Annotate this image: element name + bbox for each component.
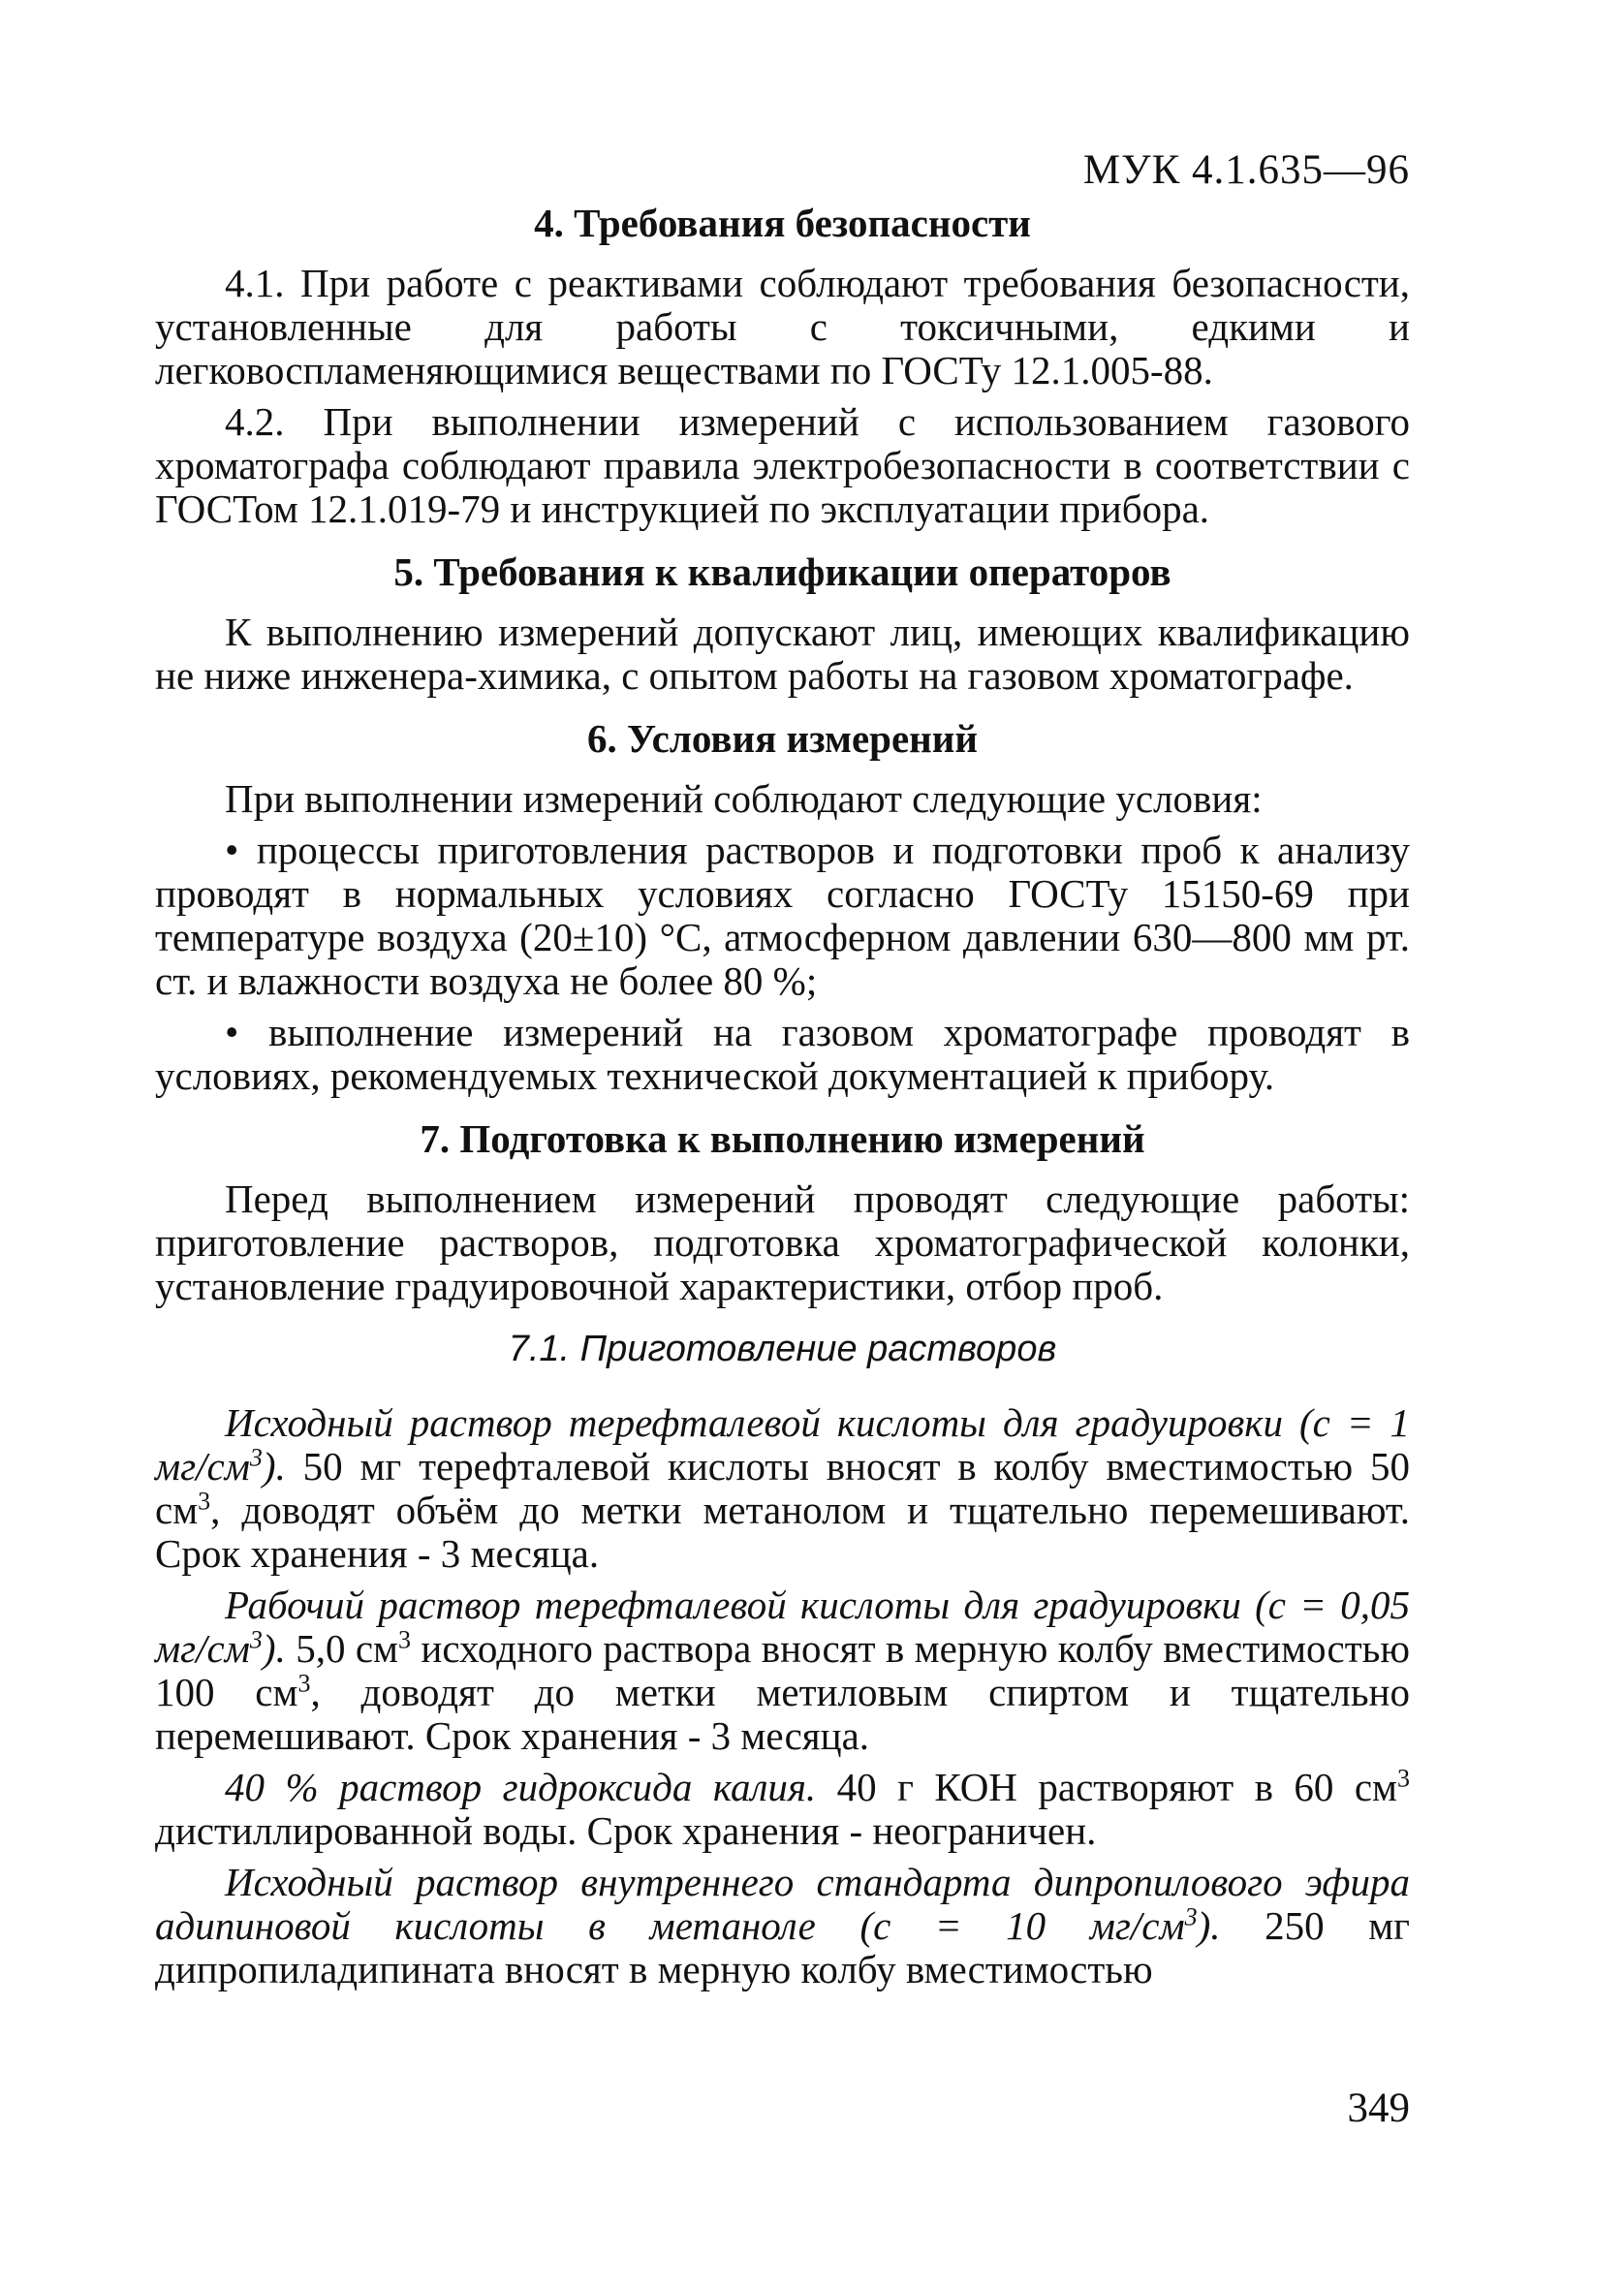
solution-1-title: Исходный раствор терефталевой кислоты для градуировки (с = 1 $мг/см^3$). xyxy=(155,1400,1410,1489)
section-5-paragraph-1: К выполнению измерений допускают лиц, имеющих квалификацию не ниже инженера-химика, с опытом работы на газовом хроматографе. xyxy=(155,610,1410,698)
section-6-title: 6. Условия измерений xyxy=(586,716,979,761)
page-number: 349 xyxy=(1347,2085,1410,2131)
section-7-title: 7. Подготовка к выполнению измерений xyxy=(420,1116,1145,1161)
document-page xyxy=(155,145,1410,1991)
solution-1-paragraph: Исходный раствор терефталевой кислоты для градуировки (с = 1 $мг/см^3$). 50 мг терефталевой кислоты вносят в колбу вместимостью 50 $см^3$, доводят объём до метки метанолом и тщательно перемешивают. Срок хранения - 3 месяца. xyxy=(155,1400,1410,1576)
section-4-paragraph-2: 4.2. При выполнении измерений с использованием газового хроматографа соблюдают правила электробезопасности в соответствии с ГОСТом 12.1.019-79 и инструкцией по эксплуатации прибора. xyxy=(155,399,1410,531)
subsection-7-1-title: 7.1. Приготовление растворов xyxy=(508,1329,1057,1369)
solution-4-title: Исходный раствор внутреннего стандарта дипропилового эфира адипиновой кислоты в метаноле (с = 10 $мг/см^3$). xyxy=(155,1860,1410,1948)
solution-3-title: 40 % раствор гидроксида калия. xyxy=(225,1765,817,1809)
section-6-intro: При выполнении измерений соблюдают следующие условия: xyxy=(225,776,1263,821)
solution-4-paragraph: Исходный раствор внутреннего стандарта дипропилового эфира адипиновой кислоты в метаноле (с = 10 $мг/см^3$). 250 мг дипропиладипината вносят в мерную колбу вместимостью xyxy=(155,1860,1410,1991)
section-4-title: 4. Требования безопасности xyxy=(534,201,1031,245)
solution-3-paragraph: 40 % раствор гидроксида калия. 40 г КОН растворяют в 60 $см^3$ дистиллированной воды. Срок хранения - неограничен. xyxy=(155,1764,1410,1853)
solution-2-title: Рабочий раствор терефталевой кислоты для градуировки (с = 0,05 $мг/см^3$). xyxy=(155,1583,1410,1671)
section-4-paragraph-1: 4.1. При работе с реактивами соблюдают требования безопасности, установленные для работы с токсичными, едкими и легковоспламеняющимися веществами по ГОСТу 12.1.005-88. xyxy=(155,261,1410,392)
section-7-paragraph-1: Перед выполнением измерений проводят следующие работы: приготовление растворов, подготовка хроматографической колонки, установление градуировочной характеристики, отбор проб. xyxy=(155,1176,1410,1308)
document-code: МУК 4.1.635—96 xyxy=(1082,147,1410,193)
section-5-title: 5. Требования к квалификации операторов xyxy=(393,549,1171,594)
section-6-bullet-2: • выполнение измерений на газовом хроматографе проводят в условиях, рекомендуемых технической документацией к прибору. xyxy=(155,1010,1410,1098)
solution-2-paragraph: Рабочий раствор терефталевой кислоты для градуировки (с = 0,05 $мг/см^3$). 5,0 $см^3$ исходного раствора вносят в мерную колбу вместимостью 100 $см^3$, доводят до метки метиловым спиртом и тщательно перемешивают. Срок хранения - 3 месяца. xyxy=(155,1583,1410,1758)
section-6-bullet-1: • процессы приготовления растворов и подготовки проб к анализу проводят в нормальных условиях согласно ГОСТу 15150-69 при температуре воздуха (20±10) °С, атмосферном давлении 630—800 мм рт. ст. и влажности воздуха не более 80 %; xyxy=(155,828,1410,1003)
